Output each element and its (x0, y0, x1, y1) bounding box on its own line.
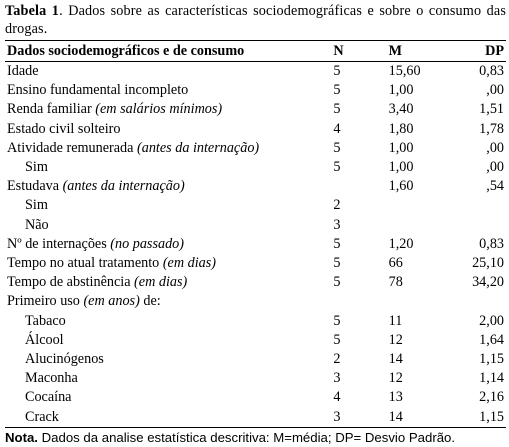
row-label: Tempo no atual tratamento (7, 255, 163, 272)
table-row (5, 81, 506, 100)
row-n-cell: 3 (333, 408, 388, 428)
row-n-cell: 2 (333, 197, 341, 214)
row-label-cell (5, 216, 333, 235)
row-n-cell: 5 (333, 331, 341, 348)
row-m-cell (389, 216, 449, 235)
table-body (5, 62, 506, 428)
row-qualifier: (em dias) (134, 274, 188, 291)
row-dp-cell: ,00 (486, 82, 504, 99)
row-n-cell: 5 (333, 63, 341, 79)
row-label-cell (5, 312, 333, 331)
header-m: M (389, 41, 449, 62)
row-label: Tempo de abstinência (7, 274, 135, 291)
row-m-cell: 1,00 (388, 159, 414, 176)
row-label-cell (5, 62, 333, 82)
row-label: Idade (7, 63, 39, 79)
row-suffix: de: (139, 293, 161, 310)
row-qualifier: (antes da internação) (137, 139, 260, 156)
row-label: Tabaco (25, 312, 66, 329)
table-row (5, 350, 506, 369)
row-label-cell (5, 81, 333, 100)
row-n-cell: 5 (333, 274, 341, 291)
row-n-cell: 4 (333, 120, 341, 137)
row-m-cell: 12 (388, 370, 403, 387)
row-m-cell: 14 (389, 408, 449, 428)
row-n-cell: 5 (333, 312, 341, 329)
row-label-cell (5, 120, 333, 139)
table-row (5, 196, 506, 215)
row-label: Cocaína (25, 389, 72, 406)
row-dp-cell: 25,10 (472, 255, 504, 272)
row-m-cell: 1,60 (388, 178, 414, 195)
row-m-cell (389, 196, 449, 215)
row-m-cell: 13 (388, 389, 403, 406)
table-row (5, 273, 506, 292)
row-label-cell (5, 388, 333, 407)
row-label: Não (25, 216, 49, 233)
row-n-cell: 3 (333, 370, 341, 387)
row-label: Crack (25, 408, 59, 425)
table-row (5, 312, 506, 331)
row-label: Atividade remunerada (7, 139, 137, 156)
row-qualifier: (antes da internação) (62, 178, 185, 195)
row-dp-cell (449, 196, 506, 215)
row-label: Alucinógenos (25, 351, 104, 368)
row-dp-cell: 34,20 (472, 274, 504, 291)
row-label-cell (5, 100, 333, 119)
table-row (5, 216, 506, 235)
row-m-cell: 66 (388, 255, 403, 272)
row-label-cell (5, 158, 333, 177)
row-n-cell (333, 292, 388, 311)
row-label: Renda familiar (7, 101, 96, 118)
row-label-cell (5, 331, 333, 350)
row-n-cell: 2 (333, 351, 341, 368)
row-dp-cell: 1,51 (479, 101, 504, 118)
row-m-cell: 15,60 (388, 63, 421, 79)
row-m-cell: 1,80 (388, 120, 414, 137)
header-n: N (333, 41, 388, 62)
row-label-cell (5, 292, 333, 311)
row-qualifier: (no passado) (110, 235, 184, 252)
row-m-cell: 1,00 (388, 82, 414, 99)
row-n-cell: 5 (333, 101, 341, 118)
sociodemographic-table (5, 40, 506, 428)
row-label-cell (5, 408, 333, 428)
table-row (5, 388, 506, 407)
row-dp-cell: ,54 (486, 178, 504, 195)
row-label: Estudava (7, 178, 63, 195)
row-label: Álcool (25, 331, 64, 348)
row-label: Nº de internações (7, 235, 111, 252)
row-label-cell (5, 369, 333, 388)
row-dp-cell: 2,16 (479, 389, 504, 406)
row-label: Estado civil solteiro (7, 120, 121, 137)
table-note (5, 429, 506, 447)
row-dp-cell: 1,15 (479, 351, 504, 368)
row-dp-cell: 1,14 (479, 370, 504, 387)
row-n-cell: 5 (333, 235, 341, 252)
table-row (5, 120, 506, 139)
row-label-cell (5, 235, 333, 254)
note-text: Dados da analise estatística descritiva: M=média; DP= Desvio Padrão. (37, 429, 456, 445)
row-label-cell (5, 139, 333, 158)
row-n-cell: 5 (333, 139, 341, 156)
row-label: Ensino fundamental incompleto (7, 82, 189, 99)
row-m-cell: 3,40 (388, 101, 414, 118)
row-label: Sim (25, 197, 48, 214)
row-m-cell: 1,20 (388, 235, 414, 252)
table-caption (5, 0, 506, 38)
table-row (5, 235, 506, 254)
row-n-cell: 5 (333, 255, 341, 272)
note-label: Nota. (5, 429, 38, 445)
caption-label: Tabela 1 (5, 3, 60, 19)
row-label-cell (5, 350, 333, 369)
table-row (5, 177, 506, 196)
row-n-cell (333, 177, 388, 196)
row-m-cell: 78 (388, 274, 403, 291)
row-dp-cell: 2,00 (479, 312, 504, 329)
row-label-cell (5, 196, 333, 215)
row-label-cell (5, 273, 333, 292)
table-row (5, 254, 506, 273)
row-m-cell: 11 (388, 312, 403, 329)
table-row (5, 158, 506, 177)
row-n-cell: 4 (333, 389, 341, 406)
row-dp-cell: 0,83 (479, 235, 504, 252)
row-dp-cell: 1,78 (479, 120, 504, 137)
table-row (5, 369, 506, 388)
caption-text: . Dados sobre as características sociodemográficas e sobre o consumo das drogas. (5, 3, 506, 37)
header-dp: DP (449, 41, 506, 62)
row-n-cell: 5 (333, 82, 341, 99)
row-m-cell (389, 292, 449, 311)
row-label: Maconha (25, 370, 78, 387)
table-row (5, 331, 506, 350)
row-dp-cell: 1,64 (479, 331, 504, 348)
row-n-cell: 3 (333, 216, 341, 233)
row-n-cell: 5 (333, 159, 341, 176)
row-m-cell: 14 (388, 351, 403, 368)
table-row (5, 292, 506, 311)
row-dp-cell: ,00 (486, 159, 504, 176)
row-m-cell: 1,00 (388, 139, 414, 156)
row-dp-cell (449, 216, 506, 235)
row-dp-cell (449, 292, 506, 311)
row-label-cell (5, 254, 333, 273)
row-qualifier: (em anos) (83, 293, 140, 310)
table-row (5, 100, 506, 119)
row-qualifier: (em salários mínimos) (95, 101, 223, 118)
row-qualifier: (em dias) (162, 255, 217, 272)
header-label: Dados sociodemográficos e de consumo (5, 41, 333, 62)
row-dp-cell: ,00 (486, 139, 504, 156)
row-dp-cell: 1,15 (449, 408, 506, 428)
row-dp-cell: 0,83 (479, 63, 504, 79)
row-label: Sim (25, 159, 48, 176)
table-header-row (5, 41, 506, 62)
row-label-cell (5, 177, 333, 196)
row-m-cell: 12 (388, 331, 403, 348)
table-row (5, 139, 506, 158)
table-row (5, 408, 506, 428)
row-label: Primeiro uso (7, 293, 84, 310)
table-row (5, 62, 506, 82)
